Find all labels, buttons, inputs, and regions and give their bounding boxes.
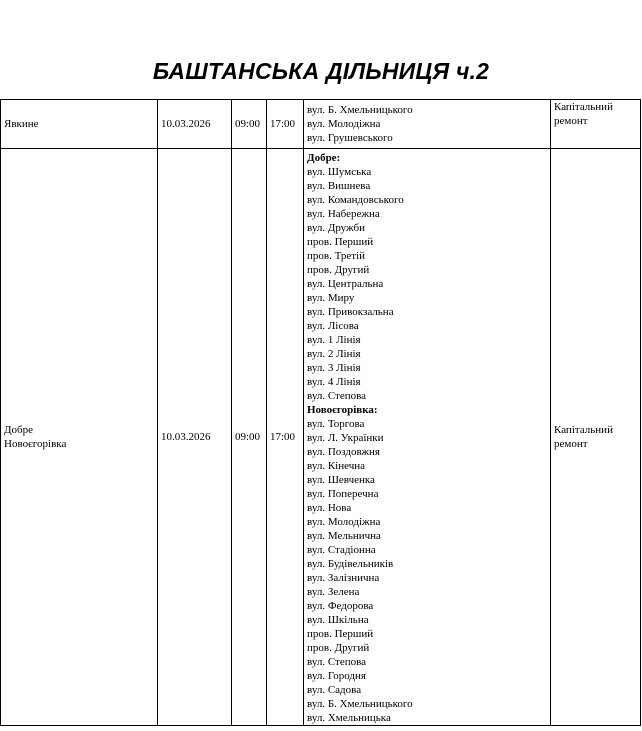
- street-item: вул. Командовського: [307, 194, 404, 206]
- street-item: вул. Б. Хмельницького: [307, 698, 413, 710]
- street-item: пров. Третій: [307, 250, 366, 262]
- street-item: вул. Шевченка: [307, 474, 375, 486]
- outage-schedule-table: [0, 99, 641, 726]
- street-item: вул. Залізнична: [307, 572, 380, 584]
- street-item: пров. Другий: [307, 264, 370, 276]
- street-item: вул. Миру: [307, 292, 355, 304]
- street-item: вул. Федорова: [307, 600, 374, 612]
- date-cell: 10.03.2026: [158, 100, 232, 149]
- locality-line: Добре: [4, 424, 33, 436]
- locality-line: Новоєгорівка: [4, 438, 67, 450]
- end-time-cell: 17:00: [267, 149, 304, 726]
- start-time-cell: 09:00: [232, 100, 267, 149]
- street-item: вул. Набережна: [307, 208, 380, 220]
- street-item: вул. Хмельницька: [307, 712, 391, 724]
- street-item: вул. Б. Хмельницького: [307, 104, 413, 116]
- street-item: вул. Стадіонна: [307, 544, 376, 556]
- work-type-line: Капітальний: [554, 424, 613, 436]
- table-row: [1, 149, 641, 726]
- work-type-line: ремонт: [554, 438, 588, 450]
- street-item: вул. Шкільна: [307, 614, 369, 626]
- street-item: пров. Перший: [307, 628, 374, 640]
- work-type-cell: [551, 149, 641, 726]
- street-item: вул. 2 Лінія: [307, 348, 361, 360]
- street-item: вул. Вишнева: [307, 180, 371, 192]
- street-item: пров. Другий: [307, 642, 370, 654]
- street-group-heading: Добре:: [307, 152, 341, 164]
- streets-cell: [304, 149, 551, 726]
- street-item: вул. Будівельників: [307, 558, 394, 570]
- street-item: вул. Грушевського: [307, 132, 393, 144]
- street-item: вул. Мельнична: [307, 530, 381, 542]
- locality-cell: [1, 100, 158, 149]
- street-item: вул. Нова: [307, 502, 352, 514]
- work-type-cell: [551, 100, 641, 149]
- street-group-heading: Новоєгорівка:: [307, 404, 378, 416]
- street-item: вул. Степова: [307, 656, 367, 668]
- page-title: БАШТАНСЬКА ДІЛЬНИЦЯ ч.2: [152, 58, 490, 84]
- locality-cell: [1, 149, 158, 726]
- street-item: вул. Молодіжна: [307, 516, 381, 528]
- street-item: вул. 3 Лінія: [307, 362, 361, 374]
- street-item: вул. Кінечна: [307, 460, 366, 472]
- street-item: вул. Поперечна: [307, 488, 379, 500]
- street-item: вул. Поздовжня: [307, 446, 380, 458]
- streets-cell: [304, 100, 551, 149]
- work-type-line: ремонт: [554, 115, 588, 127]
- work-type-line: Капітальний: [554, 101, 613, 113]
- street-item: вул. Центральна: [307, 278, 384, 290]
- street-item: вул. 1 Лінія: [307, 334, 361, 346]
- street-item: вул. Торгова: [307, 418, 365, 430]
- street-item: вул. Привокзальна: [307, 306, 394, 318]
- street-item: вул. Лісова: [307, 320, 359, 332]
- table-row: [1, 100, 641, 149]
- street-item: вул. Шумська: [307, 166, 372, 178]
- street-item: вул. Зелена: [307, 586, 360, 598]
- street-item: вул. 4 Лінія: [307, 376, 361, 388]
- street-item: вул. Степова: [307, 390, 367, 402]
- street-item: вул. Городня: [307, 670, 366, 682]
- street-item: вул. Молодіжна: [307, 118, 381, 130]
- street-item: вул. Л. Українки: [307, 432, 384, 444]
- street-item: вул. Дружби: [307, 222, 365, 234]
- locality-line: Явкине: [4, 118, 39, 130]
- street-item: вул. Садова: [307, 684, 362, 696]
- street-item: пров. Перший: [307, 236, 374, 248]
- end-time-cell: 17:00: [267, 100, 304, 149]
- start-time-cell: 09:00: [232, 149, 267, 726]
- date-cell: 10.03.2026: [158, 149, 232, 726]
